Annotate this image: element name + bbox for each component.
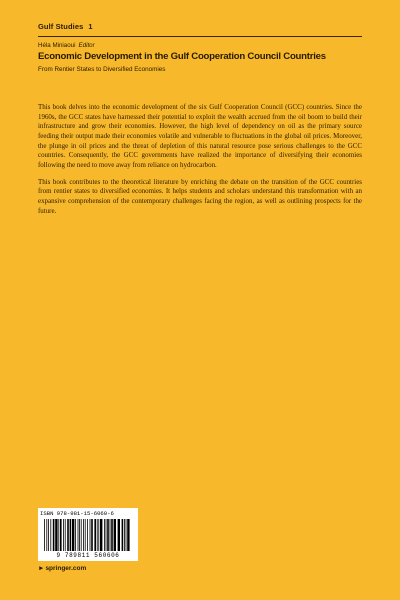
publisher-url: springer.com	[45, 565, 87, 572]
barcode-bar	[97, 519, 98, 551]
barcode-bar	[46, 519, 47, 551]
barcode-bar	[126, 519, 127, 551]
barcode-bar	[55, 519, 57, 551]
publisher-link[interactable]	[38, 565, 86, 572]
barcode-bar	[44, 519, 45, 551]
editor-name: Héla Miniaoui	[38, 42, 76, 49]
barcode-bar	[72, 519, 74, 551]
blurb-paragraph-1: This book delves into the economic development of the six Gulf Cooperation Council (GCC) countries. Since the 1960s, the GCC states have harnessed their potential to exploit the wealth accrued from the oil boom to build their infrastructure and grow their economies. However, the high level of dependency on oil as the primary source feeding their output made their economies volatile and vulnerable to fluctuations in the global oil prices. Moreover, the plunge in oil prices and the threat of depletion of this natural resource pose serious challenges to the GCC countries. Consequently, the GCC governments have realized the importance of diversifying their economies following the need to move away from reliance on hydrocarbon.	[38, 103, 362, 169]
barcode-bar	[100, 519, 102, 551]
editor-line	[38, 42, 95, 49]
barcode-bar	[87, 519, 88, 551]
barcode-bar	[127, 519, 129, 551]
barcode-bar	[70, 519, 72, 551]
barcode-bar	[104, 519, 105, 551]
book-subtitle: From Rentier States to Diversified Economies	[38, 66, 166, 73]
isbn-barcode-block	[38, 508, 138, 561]
isbn-label: ISBN 978-981-15-6060-6	[40, 510, 114, 517]
barcode-bar	[94, 519, 96, 551]
barcode-bar	[122, 519, 124, 551]
arrow-icon: ►	[38, 565, 45, 572]
series-number: 1	[88, 22, 93, 31]
barcode-bar	[107, 519, 109, 551]
book-title: Economic Development in the Gulf Cooperation Council Countries	[38, 51, 326, 62]
barcode-bar	[81, 519, 82, 551]
barcode-bar	[85, 519, 86, 551]
barcode-bar	[90, 519, 91, 551]
series-line	[38, 22, 93, 31]
barcode-bar	[114, 519, 116, 551]
series-name: Gulf Studies	[38, 22, 84, 31]
barcode-bar	[111, 519, 113, 551]
barcode-bar	[124, 519, 125, 551]
barcode-bar	[91, 519, 93, 551]
barcode-bar	[58, 519, 59, 551]
barcode-bar	[83, 519, 84, 551]
barcode-bar	[50, 519, 51, 551]
barcode-bar	[48, 519, 49, 551]
barcode-digits: 9 789811 560606	[56, 552, 120, 559]
barcode-bar	[63, 519, 64, 551]
barcode-bar	[110, 519, 111, 551]
barcode-bar	[75, 519, 76, 551]
barcode-bar	[60, 519, 62, 551]
barcode-bar	[53, 519, 55, 551]
barcode-bar	[118, 519, 120, 551]
blurb-paragraph-2: This book contributes to the theoretical literature by enriching the debate on the transition of the GCC countries from rentier states to diversified economies. It helps students and scholars understand this transformation with an expansive comprehension of the contemporary challenges facing the region, as well as outlining prospects for the future.	[38, 177, 362, 215]
barcode-icon	[44, 519, 132, 551]
header-rule	[38, 36, 362, 37]
barcode-bar	[78, 519, 79, 551]
barcode-bar	[106, 519, 107, 551]
blurb	[38, 103, 362, 223]
barcode-bar	[79, 519, 80, 551]
barcode-bar	[65, 519, 66, 551]
barcode-bar	[67, 519, 69, 551]
editor-role: Editor	[78, 42, 95, 49]
barcode-bar	[98, 519, 99, 551]
